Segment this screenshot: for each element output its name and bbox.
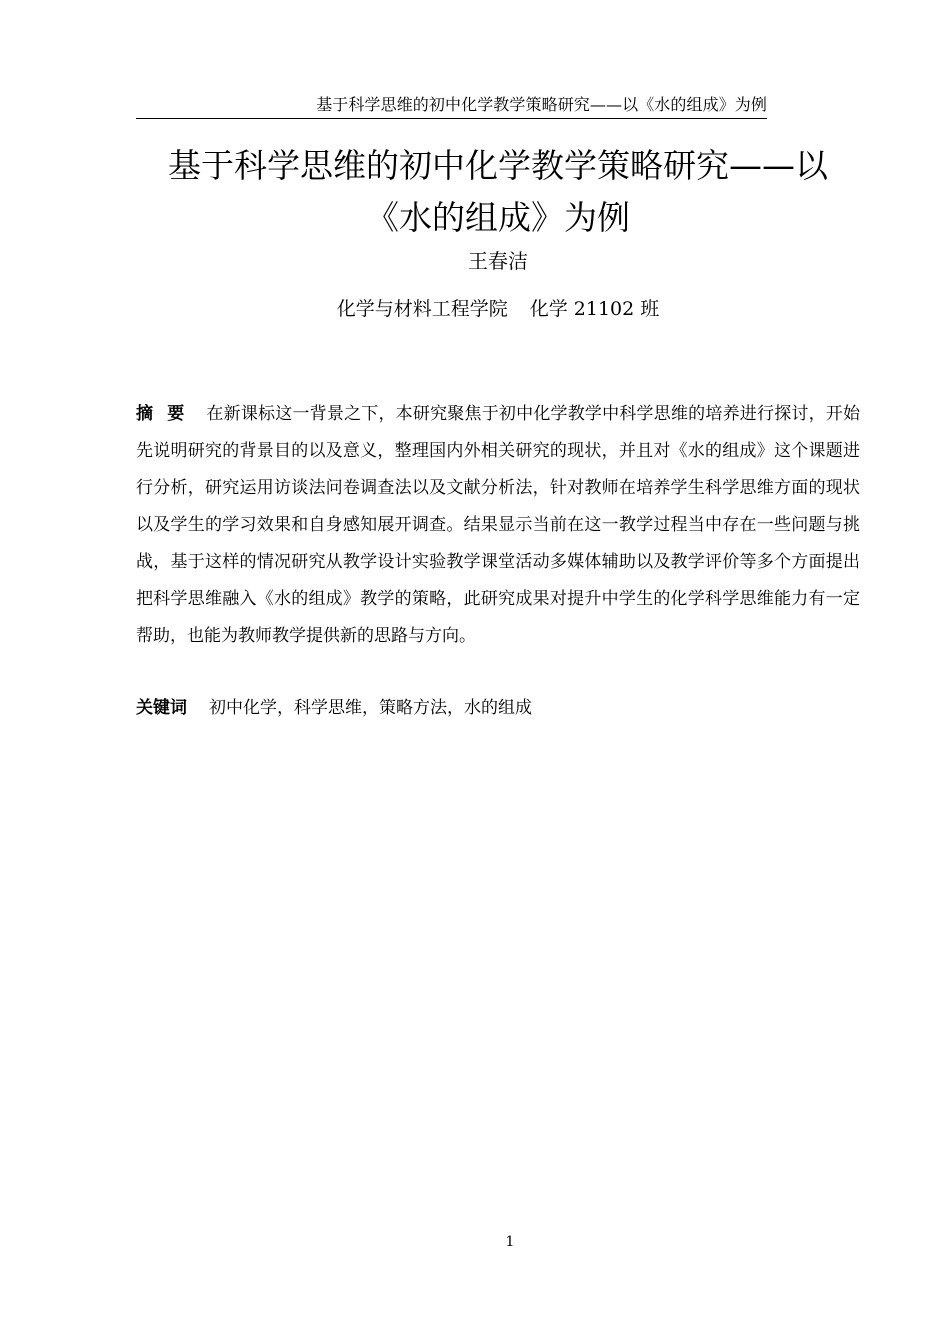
paper-title	[136, 140, 860, 244]
keywords	[136, 690, 860, 727]
affiliation-class: 化学 21102 班	[529, 298, 660, 320]
keywords-text: 初中化学，科学思维，策略方法，水的组成	[209, 698, 532, 718]
abstract-text: 在新课标这一背景之下，本研究聚焦于初中化学教学中科学思维的培养进行探讨，开始先说明研究的背景目的以及意义，整理国内外相关研究的现状，并且对《水的组成》这个课题进行分析，研究运用访谈法问卷调查法以及文献分析法，针对教师在培养学生科学思维方面的现状以及学生的学习效果和自身感知展开调查。结果显示当前在这一教学过程当中存在一些问题与挑战，基于这样的情况研究从教学设计实验教学课堂活动多媒体辅助以及教学评价等多个方面提出把科学思维融入《水的组成》教学的策略，此研究成果对提升中学生的化学科学思维能力有一定帮助，也能为教师教学提供新的思路与方向。	[136, 404, 861, 646]
page-number: 1	[505, 1234, 515, 1250]
abstract	[136, 396, 860, 655]
affiliation	[136, 294, 860, 324]
author-name: 王春洁	[468, 249, 528, 273]
paper-title-line1: 基于科学思维的初中化学教学策略研究——以	[168, 146, 828, 185]
running-header-title: 基于科学思维的初中化学教学策略研究——以《水的组成》为例	[316, 95, 767, 114]
affiliation-school: 化学与材料工程学院	[336, 298, 508, 320]
paper-title-line2: 《水的组成》为例	[366, 198, 630, 237]
running-header	[136, 92, 767, 119]
abstract-label: 摘要	[136, 404, 199, 424]
keywords-label: 关键词	[136, 698, 187, 718]
